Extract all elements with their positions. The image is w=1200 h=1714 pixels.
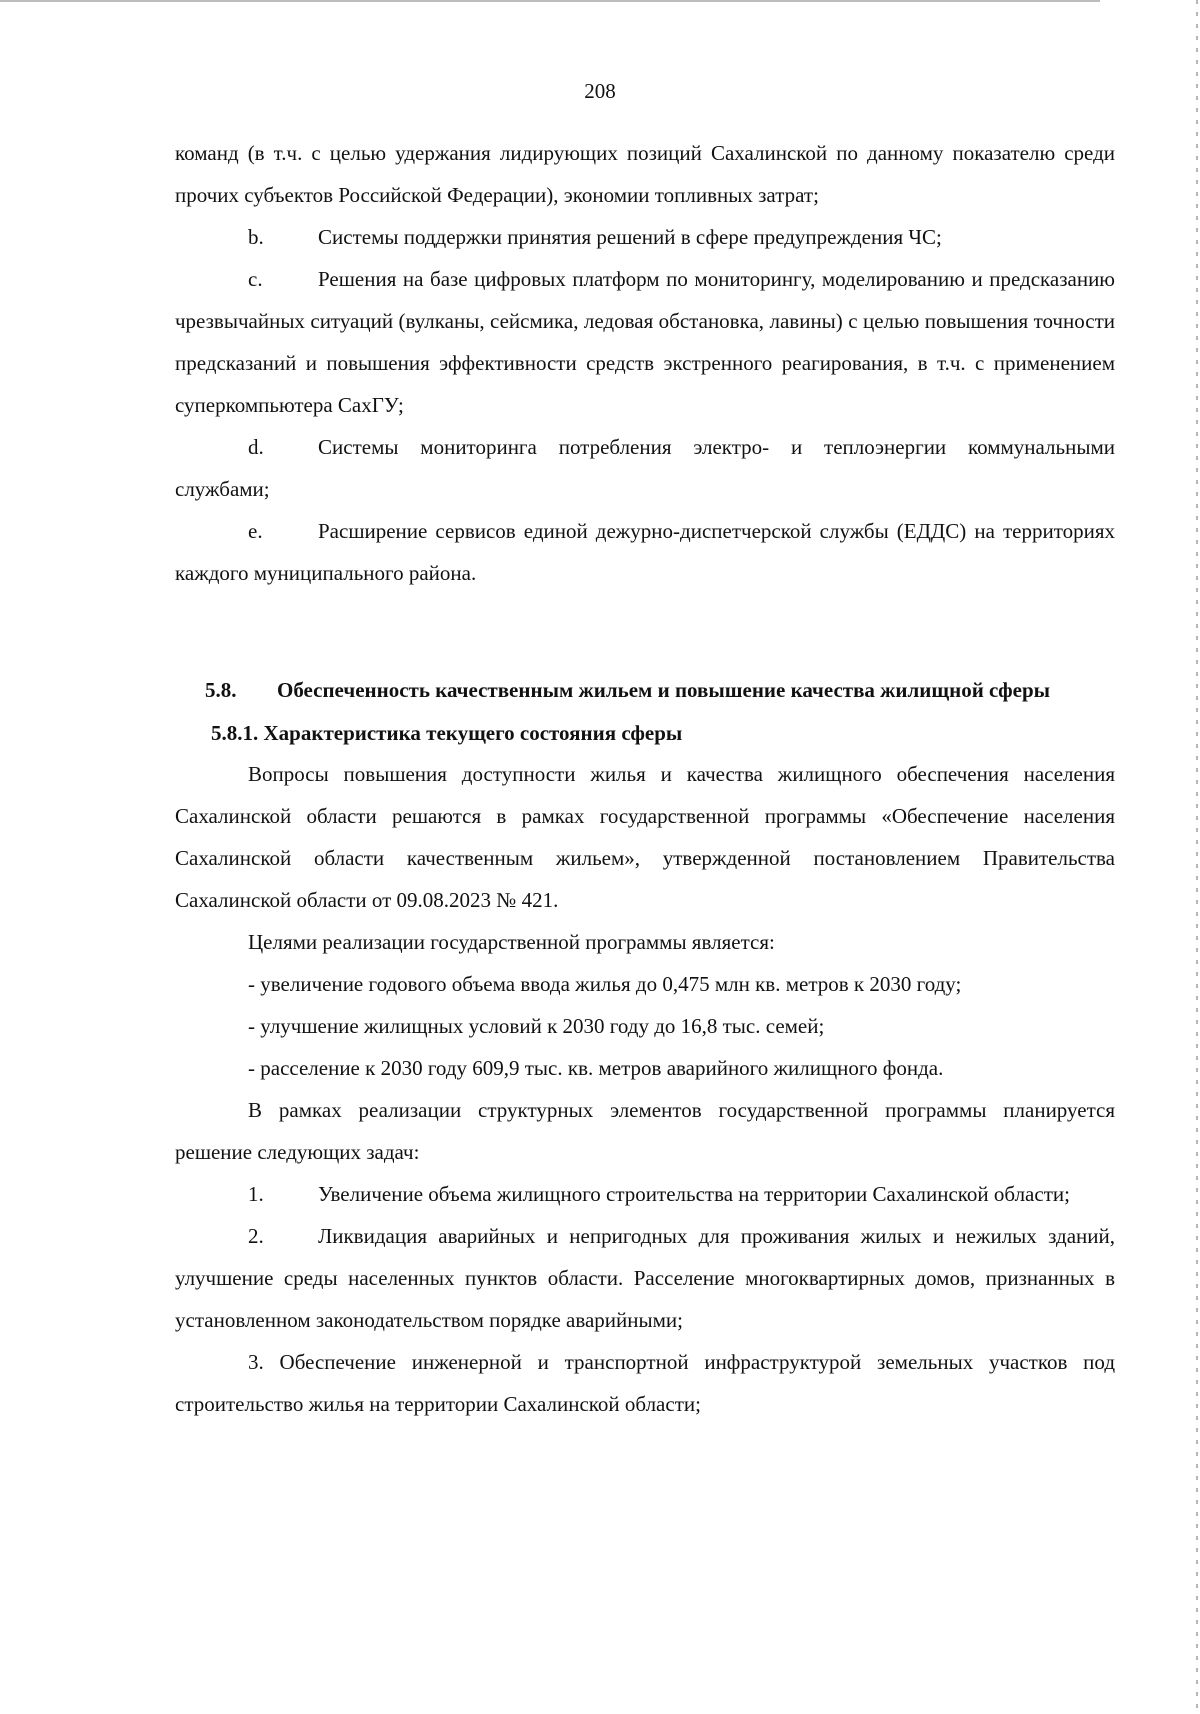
paragraph-tasks-intro: В рамках реализации структурных элементов государственной программы планируется решение следующих задач:	[175, 1098, 1115, 1164]
list-marker: b.	[248, 225, 264, 249]
list-marker: c.	[248, 267, 263, 291]
paragraph-program: Вопросы повышения доступности жилья и качества жилищного обеспечения населения Сахалинской области решаются в рамках государственной программы «Обеспечение населения Сахалинской области качественным жильем», утвержденной постановлением Правительства Сахалинской области от 09.08.2023 № 421.	[175, 762, 1115, 912]
section-heading	[175, 673, 1115, 707]
list-marker: 1.	[248, 1182, 264, 1206]
scan-top-rule	[0, 0, 1100, 2]
list-item-text: Системы мониторинга потребления электро- и теплоэнергии коммунальными службами;	[175, 435, 1115, 501]
page-content	[175, 132, 1115, 1425]
list-marker: 2.	[248, 1224, 264, 1248]
list-item-d	[175, 426, 1115, 510]
list-item-c	[175, 258, 1115, 426]
list-marker: e.	[248, 519, 263, 543]
goal-item: - расселение к 2030 году 609,9 тыс. кв. метров аварийного жилищного фонда.	[248, 1056, 944, 1080]
list-item-text: Расширение сервисов единой дежурно-диспетчерской службы (ЕДДС) на территориях каждого муниципального района.	[175, 519, 1115, 585]
paragraph-goals-intro: Целями реализации государственной программы является:	[248, 930, 775, 954]
section-number: 5.8.	[205, 678, 237, 702]
goal-item: - увеличение годового объема ввода жилья до 0,475 млн кв. метров к 2030 году;	[248, 972, 962, 996]
paragraph-intro-continuation: команд (в т.ч. с целью удержания лидирующих позиций Сахалинской по данному показателю среди прочих субъектов Российской Федерации), экономии топливных затрат;	[175, 141, 1115, 207]
list-item-text: Системы поддержки принятия решений в сфере предупреждения ЧС;	[318, 225, 942, 249]
subsection-heading: 5.8.1. Характеристика текущего состояния сферы	[211, 721, 683, 745]
task-item-3: 3. Обеспечение инженерной и транспортной инфраструктурой земельных участков под строительство жилья на территории Сахалинской области;	[175, 1350, 1115, 1416]
list-item-e	[175, 510, 1115, 594]
list-item-b	[175, 216, 1115, 258]
list-marker: d.	[248, 435, 264, 459]
list-item-text: Ликвидация аварийных и непригодных для проживания жилых и нежилых зданий, улучшение среды населенных пунктов области. Расселение многоквартирных домов, признанных в установленном законодательством порядке аварийными;	[175, 1224, 1115, 1332]
task-item-1	[175, 1173, 1115, 1215]
scan-right-edge	[1196, 0, 1198, 1714]
page-number: 208	[584, 79, 616, 103]
task-item-2	[175, 1215, 1115, 1341]
list-item-text: Решения на базе цифровых платформ по мониторингу, моделированию и предсказанию чрезвычайных ситуаций (вулканы, сейсмика, ледовая обстановка, лавины) с целью повышения точности предсказаний и повышения эффективности средств экстренного реагирования, в т.ч. с применением суперкомпьютера СахГУ;	[175, 267, 1115, 417]
section-title: Обеспеченность качественным жильем и повышение качества жилищной сферы	[277, 678, 1051, 702]
goal-item: - улучшение жилищных условий к 2030 году до 16,8 тыс. семей;	[248, 1014, 825, 1038]
list-item-text: Увеличение объема жилищного строительства на территории Сахалинской области;	[318, 1182, 1070, 1206]
